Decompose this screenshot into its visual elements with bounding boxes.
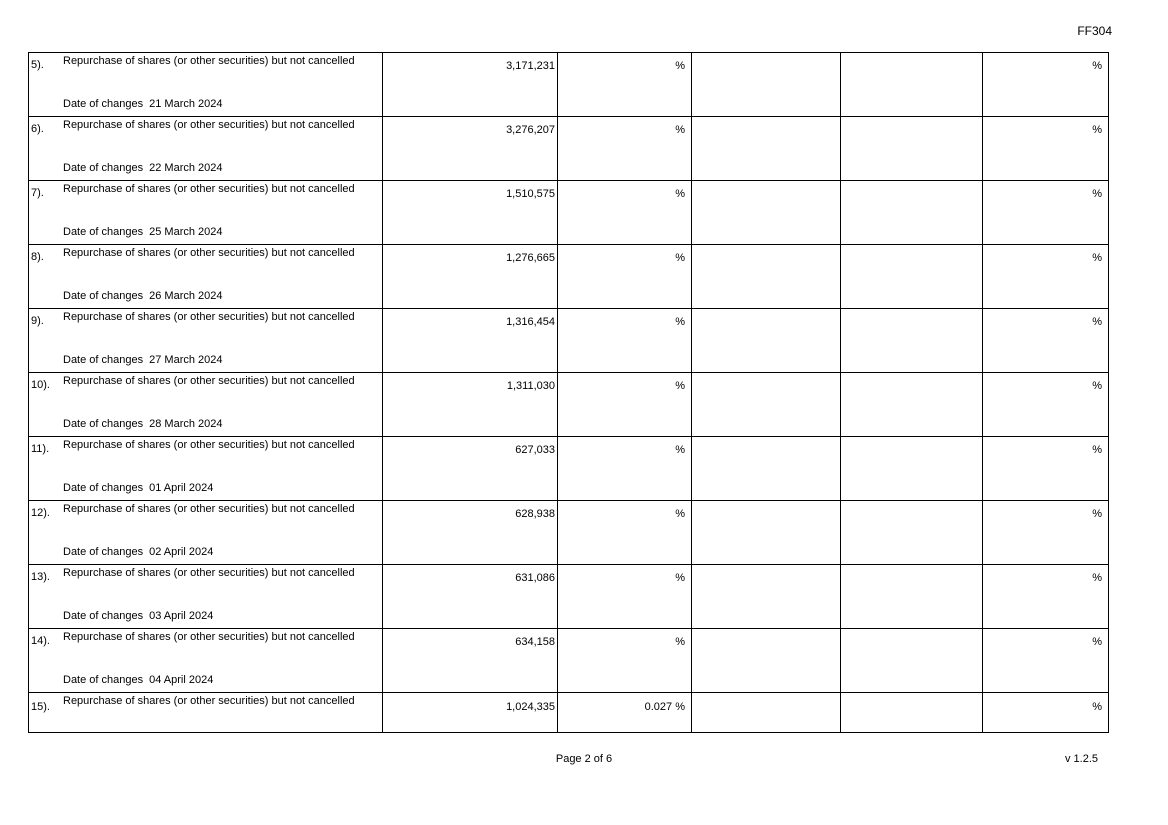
percent-cell-2 (983, 501, 1109, 565)
percent-cell-2 (983, 373, 1109, 437)
row-description: Repurchase of shares (or other securities) but not cancelled (63, 503, 355, 515)
percent-value: % (675, 572, 685, 584)
percent-value-2: % (1092, 316, 1102, 328)
row-description: Repurchase of shares (or other securities) but not cancelled (63, 375, 355, 387)
row-description: Repurchase of shares (or other securities) but not cancelled (63, 183, 355, 195)
empty-cell (692, 53, 841, 117)
shares-value: 1,311,030 (506, 380, 555, 392)
date-label: Date of changes (63, 610, 144, 622)
shares-cell (383, 437, 558, 501)
shares-value: 3,171,231 (506, 60, 555, 72)
row-description: Repurchase of shares (or other securities) but not cancelled (63, 567, 355, 579)
description-cell (29, 373, 383, 437)
version-label: v 1.2.5 (1064, 753, 1098, 765)
empty-cell (692, 693, 841, 733)
row-date-line (63, 226, 223, 239)
row-number: 7). (31, 187, 44, 199)
percent-cell (558, 693, 692, 733)
percent-cell (558, 245, 692, 309)
date-label: Date of changes (63, 354, 144, 366)
date-label: Date of changes (63, 290, 144, 302)
percent-cell (558, 117, 692, 181)
shares-cell (383, 373, 558, 437)
row-date-line (63, 674, 213, 687)
date-value: 28 March 2024 (149, 418, 223, 430)
percent-value: % (675, 508, 685, 520)
date-label: Date of changes (63, 162, 144, 174)
shares-cell (383, 181, 558, 245)
percent-value-2: % (1092, 701, 1102, 713)
row-date-line (63, 546, 213, 559)
empty-cell (841, 437, 983, 501)
row-number: 12). (31, 507, 50, 519)
description-cell (29, 245, 383, 309)
percent-value: % (675, 188, 685, 200)
percent-cell-2 (983, 181, 1109, 245)
shares-cell (383, 693, 558, 733)
date-value: 27 March 2024 (149, 354, 223, 366)
shares-cell (383, 309, 558, 373)
date-label: Date of changes (63, 546, 144, 558)
percent-cell (558, 181, 692, 245)
table-row (29, 117, 1109, 181)
percent-value-2: % (1092, 124, 1102, 136)
percent-value-2: % (1092, 380, 1102, 392)
row-description: Repurchase of shares (or other securities) but not cancelled (63, 247, 355, 259)
row-number: 13). (31, 571, 50, 583)
date-label: Date of changes (63, 418, 144, 430)
percent-value: % (675, 252, 685, 264)
share-changes-table (28, 52, 1109, 733)
table-row (29, 501, 1109, 565)
row-date-line (63, 98, 223, 111)
row-date-line (63, 610, 213, 623)
date-value: 21 March 2024 (149, 98, 223, 110)
empty-cell (692, 501, 841, 565)
table-row (29, 629, 1109, 693)
row-date-line (63, 354, 223, 367)
description-cell (29, 117, 383, 181)
date-value: 04 April 2024 (149, 674, 214, 686)
date-value: 02 April 2024 (149, 546, 214, 558)
date-label: Date of changes (63, 674, 144, 686)
empty-cell (841, 245, 983, 309)
date-label: Date of changes (63, 482, 144, 494)
shares-cell (383, 501, 558, 565)
row-date-line (63, 482, 213, 495)
form-code: FF304 (1077, 24, 1112, 38)
table-row (29, 53, 1109, 117)
empty-cell (692, 629, 841, 693)
shares-value: 628,938 (515, 508, 555, 520)
percent-cell (558, 53, 692, 117)
empty-cell (692, 437, 841, 501)
row-number: 5). (31, 59, 44, 71)
date-value: 25 March 2024 (149, 226, 223, 238)
percent-value-2: % (1092, 188, 1102, 200)
empty-cell (692, 245, 841, 309)
table-row (29, 309, 1109, 373)
percent-cell (558, 629, 692, 693)
percent-cell (558, 309, 692, 373)
percent-value: % (675, 636, 685, 648)
shares-value: 1,510,575 (506, 188, 555, 200)
description-cell (29, 181, 383, 245)
empty-cell (692, 373, 841, 437)
row-date-line (63, 418, 223, 431)
empty-cell (692, 117, 841, 181)
table-row (29, 245, 1109, 309)
empty-cell (841, 181, 983, 245)
row-number: 15). (31, 701, 50, 713)
percent-cell (558, 501, 692, 565)
empty-cell (841, 53, 983, 117)
table-row (29, 181, 1109, 245)
date-value: 22 March 2024 (149, 162, 223, 174)
row-number: 6). (31, 123, 44, 135)
shares-cell (383, 53, 558, 117)
empty-cell (841, 501, 983, 565)
empty-cell (692, 565, 841, 629)
percent-cell-2 (983, 565, 1109, 629)
percent-value-2: % (1092, 572, 1102, 584)
empty-cell (692, 309, 841, 373)
percent-value-2: % (1092, 636, 1102, 648)
row-date-line (63, 290, 223, 303)
percent-value: % (675, 444, 685, 456)
percent-cell-2 (983, 437, 1109, 501)
row-description: Repurchase of shares (or other securities) but not cancelled (63, 55, 355, 67)
percent-cell-2 (983, 245, 1109, 309)
shares-value: 3,276,207 (506, 124, 555, 136)
table-row (29, 693, 1109, 733)
row-description: Repurchase of shares (or other securities) but not cancelled (63, 119, 355, 131)
row-number: 14). (31, 635, 50, 647)
percent-value-2: % (1092, 444, 1102, 456)
row-number: 11). (31, 443, 50, 455)
date-value: 03 April 2024 (149, 610, 214, 622)
description-cell (29, 309, 383, 373)
percent-value: % (675, 60, 685, 72)
percent-value-2: % (1092, 60, 1102, 72)
page-number: Page 2 of 6 (555, 753, 613, 765)
empty-cell (841, 373, 983, 437)
row-date-line (63, 162, 223, 175)
table-row (29, 565, 1109, 629)
table-row (29, 373, 1109, 437)
shares-value: 1,024,335 (506, 701, 555, 713)
row-number: 8). (31, 251, 44, 263)
table-row (29, 437, 1109, 501)
percent-cell-2 (983, 53, 1109, 117)
shares-value: 1,316,454 (506, 316, 555, 328)
percent-cell (558, 437, 692, 501)
description-cell (29, 565, 383, 629)
empty-cell (841, 565, 983, 629)
percent-value: % (675, 380, 685, 392)
percent-cell-2 (983, 629, 1109, 693)
row-description: Repurchase of shares (or other securities) but not cancelled (63, 311, 355, 323)
date-value: 26 March 2024 (149, 290, 223, 302)
description-cell (29, 629, 383, 693)
row-description: Repurchase of shares (or other securities) but not cancelled (63, 631, 355, 643)
description-cell (29, 53, 383, 117)
shares-cell (383, 565, 558, 629)
shares-cell (383, 629, 558, 693)
percent-cell (558, 373, 692, 437)
empty-cell (841, 117, 983, 181)
empty-cell (841, 629, 983, 693)
date-value: 01 April 2024 (149, 482, 214, 494)
empty-cell (692, 181, 841, 245)
empty-cell (841, 309, 983, 373)
shares-value: 634,158 (515, 636, 555, 648)
shares-cell (383, 245, 558, 309)
row-number: 9). (31, 315, 44, 327)
description-cell (29, 501, 383, 565)
percent-value: % (675, 316, 685, 328)
shares-value: 627,033 (515, 444, 555, 456)
percent-cell-2 (983, 309, 1109, 373)
percent-cell (558, 565, 692, 629)
shares-value: 631,086 (515, 572, 555, 584)
percent-value: % (675, 124, 685, 136)
description-cell (29, 437, 383, 501)
row-description: Repurchase of shares (or other securities) but not cancelled (63, 439, 355, 451)
percent-value: 0.027 % (644, 701, 685, 713)
date-label: Date of changes (63, 226, 144, 238)
percent-cell-2 (983, 693, 1109, 733)
shares-cell (383, 117, 558, 181)
date-label: Date of changes (63, 98, 144, 110)
empty-cell (841, 693, 983, 733)
percent-value-2: % (1092, 252, 1102, 264)
description-cell (29, 693, 383, 733)
row-description: Repurchase of shares (or other securities) but not cancelled (63, 695, 355, 707)
percent-cell-2 (983, 117, 1109, 181)
row-number: 10). (31, 379, 50, 391)
percent-value-2: % (1092, 508, 1102, 520)
shares-value: 1,276,665 (506, 252, 555, 264)
